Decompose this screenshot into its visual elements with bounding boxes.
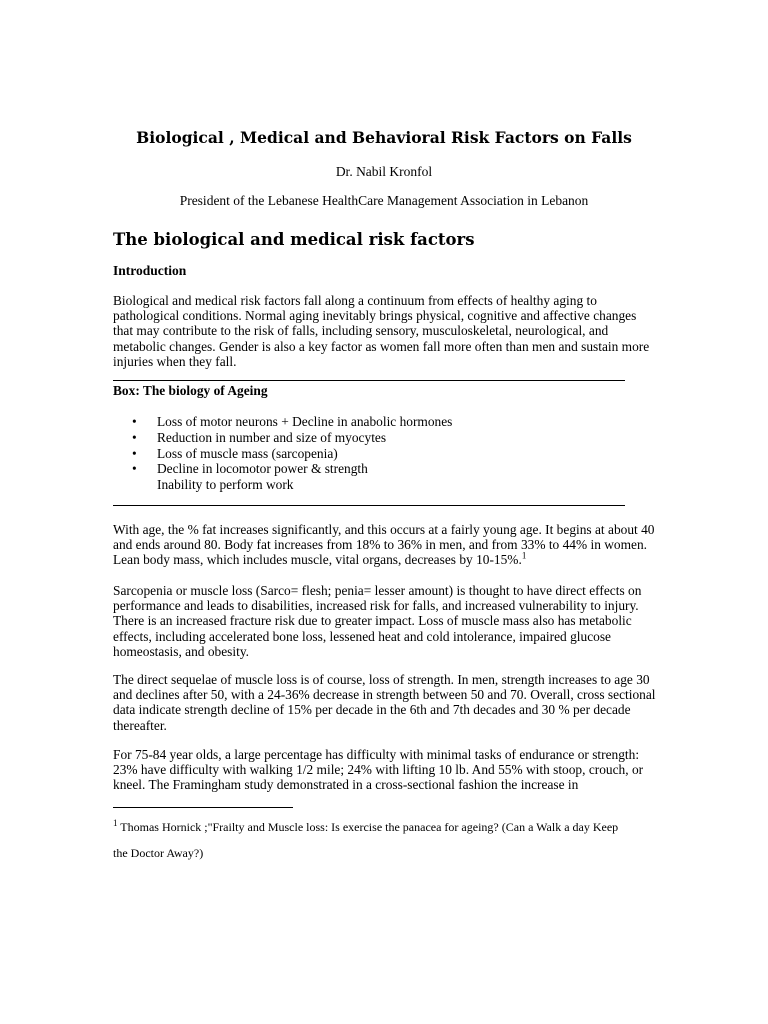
footnote-divider — [113, 807, 293, 808]
bullet-icon: • — [132, 461, 137, 477]
footnote-reference: 1 — [521, 550, 527, 561]
list-item: • Reduction in number and size of myocytes — [132, 429, 387, 445]
list-item: • Loss of motor neurons + Decline in anabolic hormones — [132, 414, 453, 429]
list-item: • Decline in locomotor power & strength — [132, 461, 368, 477]
body-paragraph-sarcopenia: Sarcopenia or muscle loss (Sarco= flesh; penia= lesser amount) is thought to have direct effects on performance and leads to disabilities, increased risk for falls, and increased vulnerability to injury. There is an increased fracture risk due to greater impact. Loss of muscle mass also has metabolic effects, including accelerated bone loss, lessened heat and cold intolerance, impaired glucose homeostasis, and obesity. — [113, 583, 642, 659]
footnote-number: 1 — [113, 818, 118, 828]
box-heading: Box: The biology of Ageing — [113, 383, 268, 398]
document-title: Biological , Medical and Behavioral Risk Factors on Falls — [136, 128, 632, 147]
bullet-icon: • — [132, 414, 137, 429]
box-extra-line: Inability to perform work — [157, 477, 294, 492]
box-top-divider — [113, 380, 625, 381]
body-paragraph-fat: With age, the % fat increases significantly, and this occurs at a fairly young age. It begins at about 40 and ends around 80. Body fat increases from 18% to 36% in men, and from 33% to 44% in women. Lean body mass, which includes muscle, vital organs, decreases by 10-15%.$^1$ — [113, 522, 655, 568]
body-paragraph-endurance: For 75-84 year olds, a large percentage has difficulty with minimal tasks of endurance or strength: 23% have difficulty with walking 1/2 mile; 24% with lifting 10 lb. And 55% with stoop, crouch, or kneel. The Framingham study demonstrated in a cross-sectional fashion the increase in — [113, 747, 644, 793]
bullet-icon: • — [132, 429, 137, 445]
list-item: • Loss of muscle mass (sarcopenia) — [132, 445, 338, 461]
author-affiliation: President of the Lebanese HealthCare Management Association in Lebanon — [179, 193, 589, 208]
intro-paragraph: Biological and medical risk factors fall along a continuum from effects of healthy aging to pathological conditions. Normal aging inevitably brings physical, cognitive and affective changes that may contribute to the risk of falls, including sensory, musculoskeletal, neurological, and metabolic changes. Gender is also a key factor as women fall more often than men and sustain more injuries when they fall. — [113, 293, 650, 369]
author-name: Dr. Nabil Kronfol — [335, 164, 433, 179]
body-paragraph-strength: The direct sequelae of muscle loss is of course, loss of strength. In men, strength increases to age 30 and declines after 50, with a 24-36% decrease in strength between 50 and 70. Overall, cross sectional data indicate strength decline of 15% per decade in the 6th and 7th decades and 30 % per decade thereafter. — [113, 672, 656, 733]
bullet-icon: • — [132, 445, 137, 461]
section-heading: The biological and medical risk factors — [113, 230, 475, 249]
footnote-text: Thomas Hornick ;"Frailty and Muscle loss: Is exercise the panacea for ageing? (Can a Walk a day Keep the Doctor Away?) — [113, 820, 619, 860]
intro-heading: Introduction — [113, 263, 187, 278]
box-bottom-divider — [113, 505, 625, 506]
box-bullet-list — [132, 414, 452, 477]
footnote — [113, 814, 633, 866]
